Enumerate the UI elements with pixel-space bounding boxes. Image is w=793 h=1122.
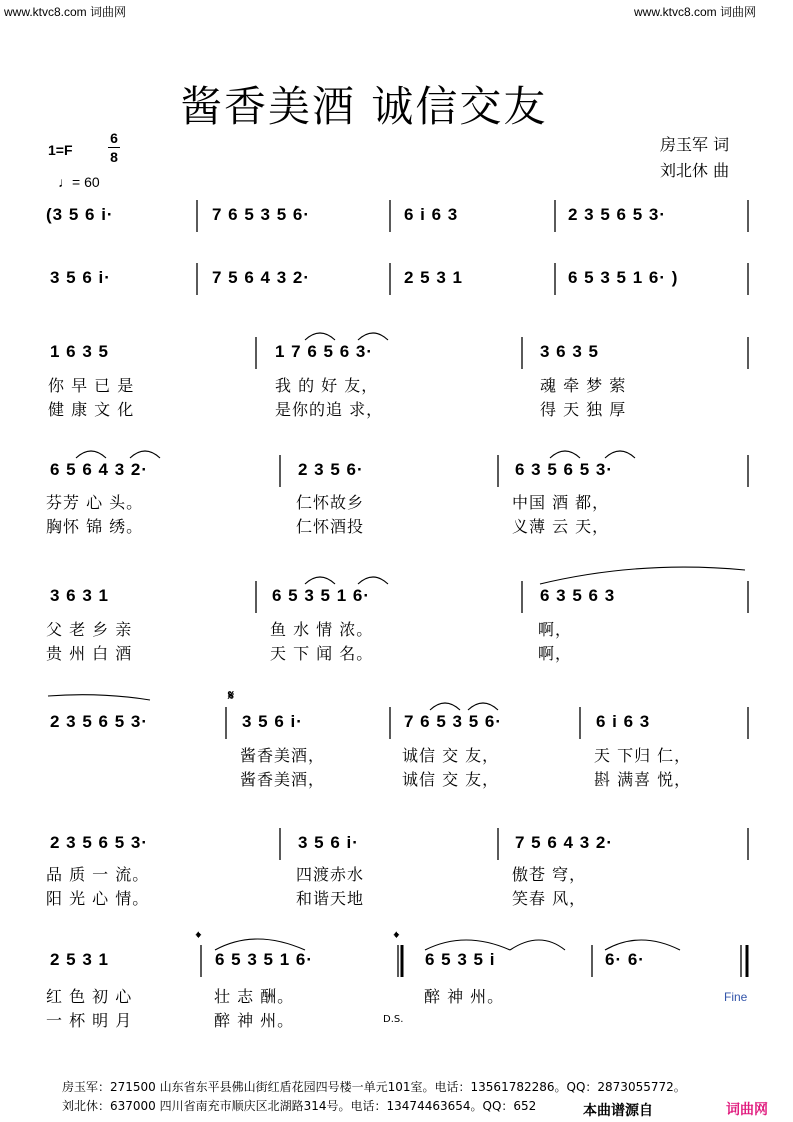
- row5-measure2: 6 5 3 5 1 6·: [272, 586, 371, 605]
- watermark-right: www.ktvc8.com 词曲网: [634, 5, 757, 19]
- row3-lyric2-a: 健 康 文 化: [48, 400, 135, 419]
- row6-lyric1-c: 诚信 交 友，: [402, 746, 500, 765]
- ds-marking: D.S.: [383, 1014, 404, 1025]
- tempo-value: = 60: [72, 174, 100, 190]
- row8-measure3: 6 5 3 5 i: [425, 950, 496, 969]
- row6-measure4: 6 i 6 3: [596, 712, 651, 731]
- row7-lyric1-b: 四渡赤水: [296, 865, 365, 884]
- row6-lyric2-c: 诚信 交 友，: [402, 770, 500, 789]
- row5-lyric2-a: 贵 州 白 酒: [46, 644, 133, 663]
- site-logo[interactable]: 词曲网: [726, 1102, 768, 1118]
- row8-lyric2-b: 醉 神 州。: [214, 1011, 295, 1030]
- quarter-note-icon: ♩: [58, 174, 72, 190]
- key-signature: 1=F: [48, 142, 73, 158]
- watermark-left: www.ktvc8.com 词曲网: [4, 5, 127, 19]
- row2-measure3: 2 5 3 1: [404, 268, 463, 287]
- row6-lyric1-b: 酱香美酒，: [240, 746, 326, 765]
- row6-lyric1-d: 天 下归 仁，: [594, 746, 692, 765]
- row5-measure3: 6 3 5 6 3: [540, 586, 616, 605]
- row3-measure2: 1 7 6 5 6 3·: [275, 342, 374, 361]
- row6-measure3: 7 6 5 3 5 6·: [404, 712, 503, 731]
- row4-lyric1-b: 仁怀故乡: [296, 493, 365, 512]
- coda-icon-2: 𝄌: [394, 930, 399, 946]
- footer-composer-contact: 刘北休：637000 四川省南充市顺庆区北湖路314号。电话：13474463654。QQ：652: [62, 1099, 537, 1113]
- row5-lyric1-b: 鱼 水 情 浓。: [270, 620, 374, 639]
- row7-lyric2-c: 笑春 风，: [512, 889, 587, 908]
- row2-measure1: 3 5 6 i·: [50, 268, 111, 287]
- row4-lyric1-a: 芬芳 心 头。: [46, 493, 144, 512]
- row6-measure2: 3 5 6 i·: [242, 712, 303, 731]
- meter-top: 6: [110, 130, 118, 146]
- row7-lyric1-c: 傲苍 穹，: [512, 865, 587, 884]
- row7-lyric2-a: 阳 光 心 情。: [46, 889, 150, 908]
- row6-lyric2-d: 斟 满喜 悦，: [594, 770, 692, 789]
- row1-measure4: 2 3 5 6 5 3·: [568, 205, 667, 224]
- row6-measure1: 2 3 5 6 5 3·: [50, 712, 149, 731]
- row8-lyric2-a: 一 杯 明 月: [46, 1011, 133, 1030]
- row7-measure3: 7 5 6 4 3 2·: [515, 833, 614, 852]
- row5-lyric2-c: 啊，: [538, 644, 573, 663]
- row5-measure1: 3 6 3 1: [50, 586, 109, 605]
- row6-lyric2-b: 酱香美酒，: [240, 770, 326, 789]
- row3-measure3: 3 6 3 5: [540, 342, 599, 361]
- footer-lyricist-contact: 房玉军：271500 山东省东平县佛山街红盾花园四号楼一单元101室。电话：13561782286。QQ：2873055772。: [62, 1080, 686, 1094]
- segno-icon: 𝄋: [228, 688, 235, 704]
- row3-lyric1-a: 你 早 已 是: [48, 376, 135, 395]
- lyricist-credit: 房玉军 词: [660, 135, 730, 154]
- row3-lyric1-c: 魂 牵 梦 萦: [540, 376, 627, 395]
- row2-measure4: 6 5 3 5 1 6· ): [568, 268, 679, 287]
- row8-lyric1-b: 壮 志 酬。: [214, 987, 295, 1006]
- coda-icon-1: 𝄌: [196, 930, 201, 946]
- row1-measure3: 6 i 6 3: [404, 205, 459, 224]
- row4-lyric2-a: 胸怀 锦 绣。: [46, 517, 144, 536]
- fine-marking: Fine: [724, 990, 748, 1004]
- row7-lyric2-b: 和谐天地: [296, 889, 365, 908]
- row8-measure1: 2 5 3 1: [50, 950, 109, 969]
- row3-lyric2-b: 是你的追 求，: [275, 400, 384, 419]
- meter-bottom: 8: [110, 149, 118, 165]
- row8-measure2: 6 5 3 5 1 6·: [215, 950, 314, 969]
- row1-measure1: (3 5 6 i·: [46, 205, 114, 224]
- slurs: [48, 333, 745, 950]
- row8-lyric1-c: 醉 神 州。: [424, 987, 505, 1006]
- row3-lyric2-c: 得 天 独 厚: [540, 400, 627, 419]
- source-label: 本曲谱源自: [583, 1103, 653, 1119]
- row5-lyric1-a: 父 老 乡 亲: [46, 620, 133, 639]
- row5-lyric1-c: 啊，: [538, 620, 573, 639]
- row1-measure2: 7 6 5 3 5 6·: [212, 205, 311, 224]
- composer-credit: 刘北休 曲: [660, 161, 730, 180]
- row8-lyric1-a: 红 色 初 心: [46, 987, 133, 1006]
- row7-measure2: 3 5 6 i·: [298, 833, 359, 852]
- row7-measure1: 2 3 5 6 5 3·: [50, 833, 149, 852]
- row4-measure2: 2 3 5 6·: [298, 460, 364, 479]
- row4-measure3: 6 3 5 6 5 3·: [515, 460, 614, 479]
- row4-lyric2-c: 义薄 云 天，: [512, 517, 610, 536]
- row4-measure1: 6 5 6 4 3 2·: [50, 460, 149, 479]
- row4-lyric1-c: 中国 酒 都，: [512, 493, 610, 512]
- song-title: 酱香美酒 诚信交友: [180, 82, 548, 131]
- row7-lyric1-a: 品 质 一 流。: [46, 865, 150, 884]
- row4-lyric2-b: 仁怀酒投: [296, 517, 365, 536]
- row3-lyric1-b: 我 的 好 友，: [275, 376, 379, 395]
- row3-measure1: 1 6 3 5: [50, 342, 109, 361]
- row5-lyric2-b: 天 下 闻 名。: [270, 644, 374, 663]
- row8-measure4: 6· 6·: [605, 950, 645, 969]
- row2-measure2: 7 5 6 4 3 2·: [212, 268, 311, 287]
